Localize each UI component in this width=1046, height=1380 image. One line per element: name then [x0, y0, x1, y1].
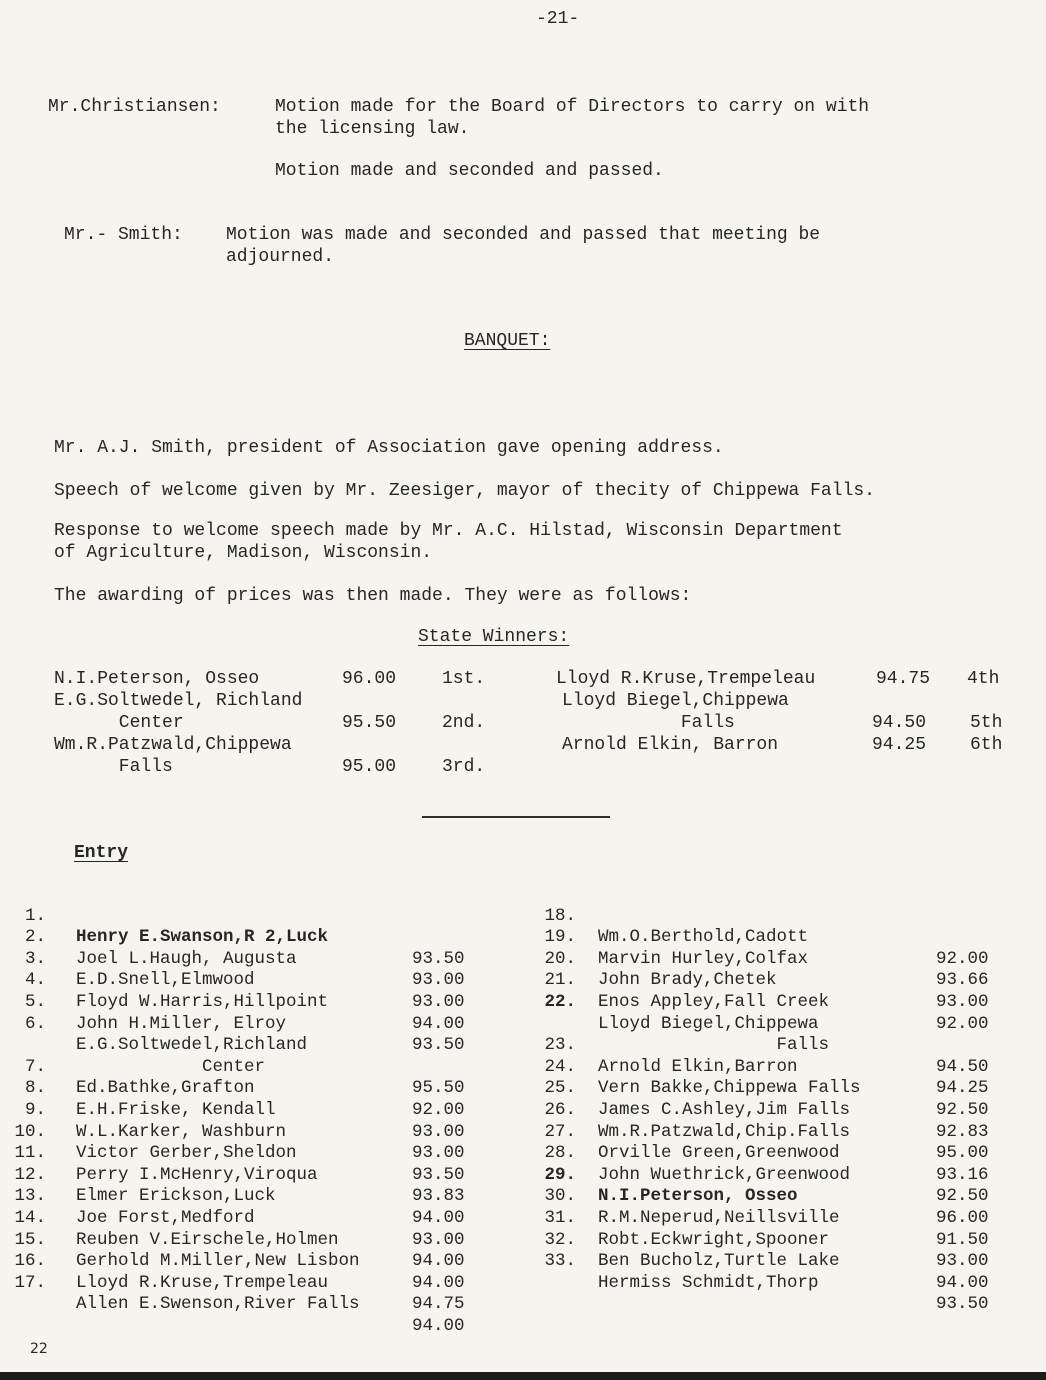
entry-name: Vern Bakke,Chippewa Falls: [598, 1078, 861, 1099]
entry-number: 12.: [14, 1164, 46, 1185]
entry-score: 93.83: [412, 1186, 465, 1207]
entry-name: Enos Appley,Fall Creek: [598, 991, 830, 1012]
entry-score: 93.50: [412, 1164, 465, 1185]
entry-score: 94.00: [412, 1272, 465, 1293]
winner-place: 5th: [970, 713, 1003, 733]
entry-name: E.H.Friske, Kendall: [76, 1099, 276, 1120]
entry-number: 6.: [24, 1013, 46, 1034]
winner-place: 3rd.: [442, 757, 486, 777]
scan-edge: [0, 1372, 1046, 1380]
entry-score: 91.50: [936, 1229, 989, 1250]
entry-name: R.M.Neperud,Neillsville: [598, 1207, 840, 1228]
entry-score: 94.00: [412, 1207, 465, 1228]
motion-text-line: the licensing law.: [275, 119, 470, 139]
entry-number: 23.: [544, 1035, 576, 1056]
motion-text-line: Motion made and seconded and passed.: [275, 161, 664, 181]
entry-score: 93.00: [936, 1251, 989, 1272]
entry-name: Lloyd R.Kruse,Trempeleau: [76, 1272, 329, 1293]
entry-score: 92.83: [936, 1121, 989, 1142]
entry-score: 95.50: [412, 1078, 465, 1099]
entry-score: 93.00: [412, 1121, 465, 1142]
entry-number: 14.: [14, 1207, 46, 1228]
entry-number: 17.: [14, 1272, 46, 1293]
winner-score: 94.25: [872, 735, 927, 755]
entry-score: 92.00: [412, 1099, 465, 1120]
entry-number: 11.: [14, 1143, 46, 1164]
list-item: [530, 1230, 1030, 1338]
entry-score: 94.00: [412, 1013, 465, 1034]
entry-name: Marvin Hurley,Colfax: [598, 948, 809, 969]
entry-score: 94.00: [412, 1315, 465, 1336]
page-number: -21-: [536, 9, 580, 29]
entry-number: 16.: [14, 1251, 46, 1272]
entry-score: 93.00: [412, 1229, 465, 1250]
entry-name: Wm.R.Patzwald,Chip.Falls: [598, 1121, 851, 1142]
entry-number: 4.: [24, 970, 46, 991]
entry-score: 93.50: [936, 1294, 989, 1315]
entry-name: Elmer Erickson,Luck: [76, 1186, 276, 1207]
entry-name: Orville Green,Greenwood: [598, 1143, 840, 1164]
section-divider: [422, 816, 610, 818]
winner-score: 95.00: [342, 757, 397, 777]
entry-number: 18.: [544, 905, 576, 926]
entry-score: 92.50: [936, 1186, 989, 1207]
entry-name: Perry I.McHenry,Viroqua: [76, 1164, 318, 1185]
paragraph-line: of Agriculture, Madison, Wisconsin.: [54, 543, 433, 563]
entry-score: 93.50: [412, 948, 465, 969]
entry-name: John Wuethrick,Greenwood: [598, 1164, 851, 1185]
entry-number: 28.: [544, 1143, 576, 1164]
entry-score: 93.50: [412, 1035, 465, 1056]
motion-text-line: Motion made for the Board of Directors to carry on with: [275, 97, 870, 117]
paragraph-line: The awarding of prices was then made. They were as follows:: [54, 586, 692, 606]
entry-score: 92.00: [936, 948, 989, 969]
entry-name: E.D.Snell,Elmwood: [76, 970, 255, 991]
entry-name: E.G.Soltwedel,Richland: [76, 1035, 308, 1056]
winner-place: 2nd.: [442, 713, 486, 733]
entry-score: 92.50: [936, 1099, 989, 1120]
motion-speaker: Mr.Christiansen:: [48, 97, 221, 117]
entry-number: 3.: [24, 948, 46, 969]
entry-name: Joel L.Haugh, Augusta: [76, 948, 297, 969]
winner-name: Wm.R.Patzwald,Chippewa: [54, 735, 292, 755]
winner-name: Arnold Elkin, Barron: [562, 735, 779, 755]
entry-name: Ben Bucholz,Turtle Lake: [598, 1251, 840, 1272]
entry-score: 94.25: [936, 1078, 989, 1099]
entry-score: 93.66: [936, 970, 989, 991]
entry-name: John H.Miller, Elroy: [76, 1013, 287, 1034]
entry-name: Center: [76, 1056, 266, 1077]
entry-name: N.I.Peterson, Osseo: [598, 1186, 798, 1207]
entry-name: Gerhold M.Miller,New Lisbon: [76, 1251, 360, 1272]
winner-name: N.I.Peterson, Osseo: [54, 669, 260, 689]
winner-name: Lloyd Biegel,Chippewa: [562, 691, 789, 711]
entry-number: 20.: [544, 948, 576, 969]
entry-number: 5.: [24, 991, 46, 1012]
entry-number: 21.: [544, 970, 576, 991]
corner-note: 22: [30, 1341, 48, 1357]
entry-name: Henry E.Swanson,R 2,Luck: [76, 927, 329, 948]
winner-name: Lloyd R.Kruse,Trempeleau: [556, 669, 816, 689]
entry-name: Ed.Bathke,Grafton: [76, 1078, 255, 1099]
entry-number: 29.: [544, 1164, 576, 1185]
entry-heading: Entry: [74, 843, 129, 863]
winner-name: Falls: [562, 713, 735, 733]
paragraph-line: Mr. A.J. Smith, president of Association gave opening address.: [54, 438, 724, 458]
entry-name: John Brady,Chetek: [598, 970, 777, 991]
entry-name: Lloyd Biegel,Chippewa: [598, 1013, 819, 1034]
entry-score: 93.00: [936, 991, 989, 1012]
entry-name: Joe Forst,Medford: [76, 1207, 255, 1228]
entry-score: 96.00: [936, 1207, 989, 1228]
winner-score: 94.75: [876, 669, 931, 689]
entry-name: Allen E.Swenson,River Falls: [76, 1294, 360, 1315]
entry-name: Arnold Elkin,Barron: [598, 1056, 798, 1077]
entry-name: Reuben V.Eirschele,Holmen: [76, 1229, 339, 1250]
entry-number: 32.: [544, 1229, 576, 1250]
entry-name: Falls: [598, 1035, 830, 1056]
entry-number: 27.: [544, 1121, 576, 1142]
motion-text-line: Motion was made and seconded and passed that meeting be: [226, 225, 821, 245]
winner-place: 6th: [970, 735, 1003, 755]
entry-number: 8.: [24, 1078, 46, 1099]
entry-score: 94.00: [412, 1251, 465, 1272]
entry-score: 93.16: [936, 1164, 989, 1185]
entry-number: 9.: [24, 1099, 46, 1120]
entry-number: 33.: [544, 1251, 576, 1272]
entry-number: 22.: [544, 991, 576, 1012]
winner-name: E.G.Soltwedel, Richland: [54, 691, 303, 711]
entry-number: 30.: [544, 1186, 576, 1207]
entry-number: 24.: [544, 1056, 576, 1077]
motion-speaker: Mr.- Smith:: [64, 225, 183, 245]
entry-number: 15.: [14, 1229, 46, 1250]
entry-number: 2.: [24, 927, 46, 948]
entry-number: 19.: [544, 927, 576, 948]
entry-number: 26.: [544, 1099, 576, 1120]
entry-score: 94.00: [936, 1272, 989, 1293]
entry-score: 94.75: [412, 1294, 465, 1315]
entry-score: 92.00: [936, 1013, 989, 1034]
entry-number: 7.: [24, 1056, 46, 1077]
winner-place: 4th: [967, 669, 1000, 689]
list-item: [0, 1251, 520, 1359]
winner-name: Falls: [54, 757, 173, 777]
winner-score: 94.50: [872, 713, 927, 733]
entry-number: 31.: [544, 1207, 576, 1228]
entry-score: 93.00: [412, 970, 465, 991]
entry-score: 93.00: [412, 991, 465, 1012]
entry-number: 1.: [24, 905, 46, 926]
entry-number: 25.: [544, 1078, 576, 1099]
entry-score: 95.00: [936, 1143, 989, 1164]
entry-name: Wm.O.Berthold,Cadott: [598, 927, 809, 948]
entry-score: 93.00: [412, 1143, 465, 1164]
entry-name: James C.Ashley,Jim Falls: [598, 1099, 851, 1120]
state-winners-heading: State Winners:: [418, 627, 570, 647]
motion-text-line: adjourned.: [226, 247, 335, 267]
entry-number: 10.: [14, 1121, 46, 1142]
paragraph-line: Speech of welcome given by Mr. Zeesiger, mayor of thecity of Chippewa Falls.: [54, 481, 875, 501]
paragraph-line: Response to welcome speech made by Mr. A.C. Hilstad, Wisconsin Department: [54, 521, 843, 541]
entry-number: 13.: [14, 1186, 46, 1207]
entry-name: Floyd W.Harris,Hillpoint: [76, 991, 329, 1012]
entry-name: Victor Gerber,Sheldon: [76, 1143, 297, 1164]
banquet-heading: BANQUET:: [464, 331, 551, 351]
entry-name: W.L.Karker, Washburn: [76, 1121, 287, 1142]
winner-score: 96.00: [342, 669, 397, 689]
winner-place: 1st.: [442, 669, 486, 689]
entry-score: 94.50: [936, 1056, 989, 1077]
winner-name: Center: [54, 713, 184, 733]
entry-name: Robt.Eckwright,Spooner: [598, 1229, 830, 1250]
entry-name: Hermiss Schmidt,Thorp: [598, 1272, 819, 1293]
winner-score: 95.50: [342, 713, 397, 733]
